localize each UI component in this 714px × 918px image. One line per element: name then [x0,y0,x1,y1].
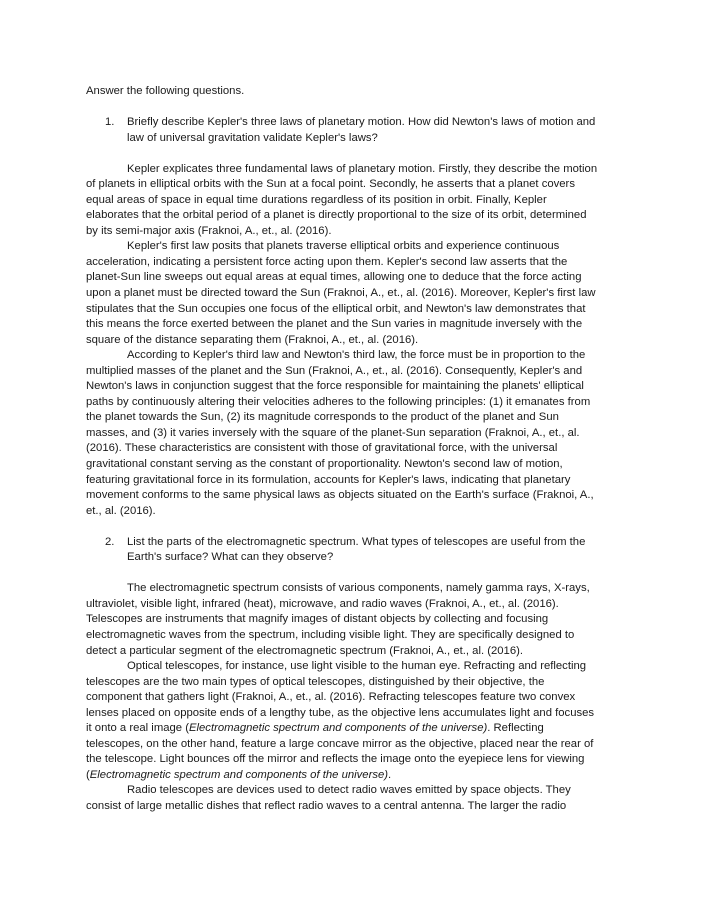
citation: Electromagnetic spectrum and components of the universe) [188,722,488,735]
question-text: Briefly describe Kepler's three laws of planetary motion. How did Newton's laws of motion and law of universal gravitation validate Kepler's laws? [127,116,596,144]
question-text: List the parts of the electromagnetic spectrum. What types of telescopes are useful from the Earth's surface? What can they observe? [127,535,586,564]
question-number: 1. [105,116,115,129]
citation: Electromagnetic spectrum and components of the universe) [89,768,389,781]
document-page [86,84,598,830]
answer-paragraph: Kepler explicates three fundamental laws of planetary motion. Firstly, they describe the motion of planets in elliptical orbits with the Sun at a focal point. Secondly, he asserts that a planet covers equal areas of space in equal time durations regardless of its position in orbit. Finally, Kepler elaborates that the orbital period of a planet is directly proportional to the size of its orbit, determined by its semi-major axis (Fraknoi, A., et., al. (2016). [86,162,598,237]
answer-paragraph: According to Kepler's third law and Newton's third law, the force must be in proportion to the multiplied masses of the planet and the Sun (Fraknoi, A., et., al. (2016). Consequently, Kepler's and Newton's laws in conjunction suggest that the force responsible for maintaining the planets' elliptical paths by continuously altering their velocities adheres to the following principles: (1) it emanates from the planet towards the Sun, (2) its magnitude corresponds to the product of the planet and Sun masses, and (3) it varies inversely with the square of the planet-Sun separation (Fraknoi, A., et., al. (2016). These characteristics are consistent with those of gravitational force, with the universal gravitational constant serving as the constant of proportionality. Newton's second law of motion, featuring gravitational force in its formulation, accounts for Kepler's laws, indicating that planetary movement conforms to the same physical laws as objects situated on the Earth's surface (Fraknoi, A., et., al. (2016). [86,349,594,517]
paragraph-text: . Reflecting telescopes, on the other hand, feature a large concave mirror as the objective, placed near the rear of the telescope. Light bounces off the mirror and reflects the image onto the eyepiece lens for viewing ( [86,722,594,781]
intro-text: Answer the following questions. [86,85,245,97]
paragraph-text: . [388,768,392,781]
question-number: 2. [105,535,115,548]
question-1 [86,115,598,146]
answer-paragraph: The electromagnetic spectrum consists of various components, namely gamma rays, X-rays, ultraviolet, visible light, infrared (heat), microwave, and radio waves (Fraknoi, A., et., al. (2016). Telescopes are instruments that magnify images of distant objects by collecting and focusing electromagnetic waves from the spectrum, including visible light. They are specifically designed to detect a particular segment of the electromagnetic spectrum (Fraknoi, A., et., al. (2016). [86,582,590,657]
answer-1 [86,162,598,520]
answer-paragraph: Kepler's first law posits that planets traverse elliptical orbits and experience continuous acceleration, indicating a persistent force acting upon them. Kepler's second law asserts that the planet-Sun line sweeps out equal areas at equal times, allowing one to deduce that the force acting upon a planet must be directed toward the Sun (Fraknoi, A., et., al. (2016). Moreover, Kepler's first law stipulates that the Sun occupies one focus of the elliptical orbit, and Newton's law demonstrates that this means the force exerted between the planet and the Sun varies in magnitude inversely with the square of the distance separating them (Fraknoi, A., et., al. (2016). [86,240,596,346]
paragraph-text: Optical telescopes, for instance, use light visible to the human eye. Refracting and reflecting telescopes are the two main types of optical telescopes, distinguished by their objective, the component that gathers light (Fraknoi, A., et., al. (2016). Refracting telescopes feature two convex lenses placed on opposite ends of a lengthy tube, as the objective lens accumulates light and focuses it onto a real image ( [86,660,595,735]
answer-paragraph: Radio telescopes are devices used to detect radio waves emitted by space objects. They consist of large metallic dishes that reflect radio waves to a central antenna. The larger the radio [86,784,571,812]
question-2 [86,535,598,566]
answer-paragraph [86,659,598,783]
answer-2 [86,581,598,814]
